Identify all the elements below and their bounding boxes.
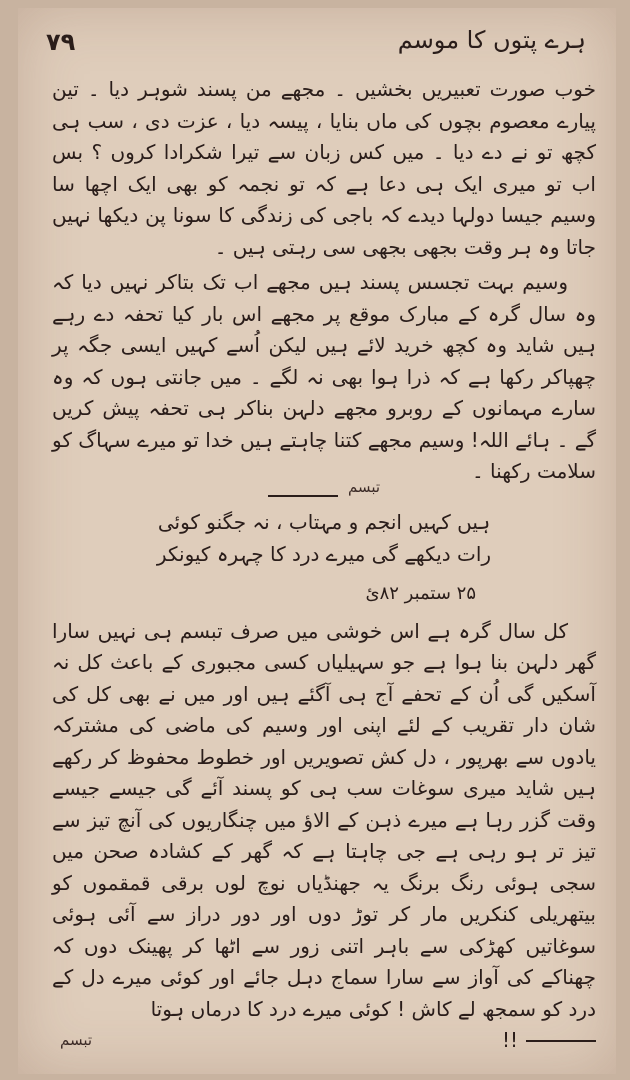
signature-1: تبسم — [347, 477, 381, 496]
signature-line-1 — [52, 477, 596, 504]
closing-exclamation: !! — [501, 1028, 518, 1052]
paragraph-2: وسیم بہت تجسس پسند ہیں مجھے اب تک بتاکر نہیں دیا کہ وہ سال گرہ کے مبارک موقع پر مجھے اس بار کیا تحفہ دے رہے ہیں شاید وہ کچھ خرید لائے ہیں لیکن اُسے کہیں ایسی جگہ پر چھپاکر رکھا ہے کہ ذرا ہوا بھی نہ لگے ۔ میں جانتی ہوں کہ وہ سارے مہمانوں کے روبرو مجھے دلہن بناکر ہی تحفہ پیش کریں گے ۔ ہائے اللہ! وسیم مجھے کتنا چاہتے ہیں خدا تو میرے سہاگ کو سلامت رکھنا ۔ — [52, 270, 596, 483]
couplet-line-2: رات دیکھے گی میرے درد کا چہرہ کیونکر — [156, 541, 492, 566]
signature-2: تبسم — [60, 1031, 93, 1049]
paragraph-3: کل سال گرہ ہے اس خوشی میں صرف تبسم ہی نہیں سارا گھر دلہن بنا ہوا ہے جو سہیلیاں کسی مجبوری کے باعث کل نہ آسکیں گی اُن کے تحفے آج ہی آگئے ہیں اور میں نے بھی کل کی شان دار تقریب کے لئے اپنی اور وسیم کی ماضی کی مشترکہ یادوں سے بھرپور ، دل کش تصویریں اور خطوط محفوظ کر رکھے ہیں شاید میری سوغات سب ہی کو پسند آئے گی جیسے جیسے وقت گزر رہا ہے میرے ذہن کے الاؤ میں چنگاریوں کی آنچ تیز سے تیز تر ہو رہی ہے جی چاہتا ہے کہ گھر کے کشادہ صحن میں سجی ہوئی رنگ برنگ یہ جھنڈیاں نوچ لوں برقی قمقموں کو بیتھریلی کنکریں مار کر توڑ دوں اور دور دراز سے آئی ہوئی سوغاتیں کھڑکی سے باہر اتنی زور سے اٹھا کر پھینک دوں کہ چھناکے کی آواز سے سارا سماج دہل جائے اور کوئی میرے دل کے درد کو سمجھ لے کاش ! کوئی میرے درد کا درماں ہوتا — [52, 618, 596, 1021]
page-body — [52, 74, 596, 1052]
signature-dash — [268, 495, 338, 497]
couplet-line-1: ہیں کہیں انجم و مہتاب ، نہ جگنو کوئی — [157, 510, 491, 534]
book-page — [18, 8, 616, 1074]
page-header — [18, 18, 616, 58]
paragraph-1: خوب صورت تعبیریں بخشیں ۔ مجھے من پسند شوہر دیا ۔ تین پیارے معصوم بچوں کی ماں بنایا ، پیسہ دیا ، عزت دی ، سب ہی کچھ تو نے دے دیا ۔ میں کس زبان سے تیرا شکرادا کروں ؟ بس اب تو میری ایک ہی دعا ہے کہ تو نجمہ کو بھی ایک اچھا سا وسیم جیسا دولہا دیدے کہ باجی کی زندگی کا سونا پن دیکھا نہیں جاتا وہ ہر وقت بجھی بجھی سی رہتی ہیں ۔ — [52, 77, 596, 259]
closing-line — [52, 1025, 596, 1057]
closing-dash — [526, 1040, 596, 1042]
running-title: ہرے پتوں کا موسم — [397, 26, 586, 54]
page-number: ۷۹ — [46, 28, 76, 56]
entry-date: ۲۵ ستمبر ۸۲ئ — [365, 583, 476, 604]
couplet — [52, 507, 596, 570]
